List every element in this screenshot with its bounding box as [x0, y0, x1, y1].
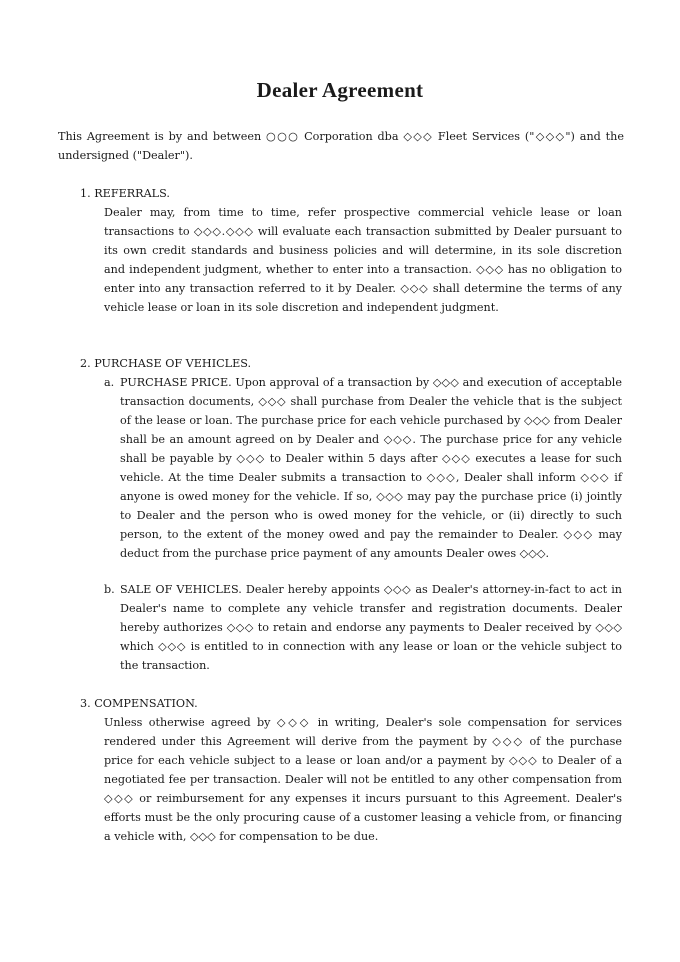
section-heading-purchase-of-vehicles: 2. PURCHASE OF VEHICLES.: [80, 357, 252, 370]
list-item-text: PURCHASE PRICE. Upon approval of a transaction by ◇◇◇ and execution of acceptable transaction documents, ◇◇◇ shall purchase from Dealer the vehicle that is the subject of the lease or loan. The purchase price for each vehicle purchased by ◇◇◇ from Dealer shall be an amount agreed on by Dealer and ◇◇◇. The purchase price for any vehicle shall be payable by ◇◇◇ to Dealer within 5 days after ◇◇◇ executes a lease for such vehicle. At the time Dealer submits a transaction to ◇◇◇, Dealer shall inform ◇◇◇ if anyone is owed money for the vehicle. If so, ◇◇◇ may pay the purchase price (i) jointly to Dealer and the person who is owed money for the vehicle, or (ii) directly to such person, to the extent of the money owed and pay the remainder to Dealer. ◇◇◇ may deduct from the purchase price payment of any amounts Dealer owes ◇◇◇.: [120, 376, 622, 560]
document-title: Dealer Agreement: [256, 78, 424, 102]
list-item-text: SALE OF VEHICLES. Dealer hereby appoints ◇◇◇ as Dealer's attorney-in-fact to act in Dealer's name to complete any vehicle transfer and registration documents. Dealer hereby authorizes ◇◇◇ to retain and endorse any payments to Dealer received by ◇◇◇ which ◇◇◇ is entitled to in connection with any lease or loan or the vehicle subject to the transaction.: [120, 583, 622, 672]
section-body-compensation: Unless otherwise agreed by ◇◇◇ in writing, Dealer's sole compensation for services rendered under this Agreement will derive from the payment by ◇◇◇ of the purchase price for each vehicle subject to a lease or loan and/or a payment by ◇◇◇ to Dealer of a negotiated fee per transaction. Dealer will not be entitled to any other compensation from ◇◇◇ or reimbursement for any expenses it incurs pursuant to this Agreement. Dealer's efforts must be the only procuring cause of a customer leasing a vehicle from, or financing a vehicle with, ◇◇◇ for compensation to be due.: [104, 716, 622, 843]
list-marker: b.: [104, 583, 115, 596]
list-item-purchase-price: [104, 373, 622, 563]
section-heading-referrals: 1. REFERRALS.: [80, 187, 170, 200]
list-marker: a.: [104, 376, 115, 389]
intro-paragraph: This Agreement is by and between ○○○ Corporation dba ◇◇◇ Fleet Services ("◇◇◇") and the undersigned ("Dealer").: [58, 130, 624, 162]
section-heading-compensation: 3. COMPENSATION.: [80, 697, 198, 710]
section-body-referrals: Dealer may, from time to time, refer prospective commercial vehicle lease or loan transactions to ◇◇◇.◇◇◇ will evaluate each transaction submitted by Dealer pursuant to its own credit standards and business policies and will determine, in its sole discretion and independent judgment, whether to enter into a transaction. ◇◇◇ has no obligation to enter into any transaction referred to it by Dealer. ◇◇◇ shall determine the terms of any vehicle lease or loan in its sole discretion and independent judgment.: [104, 206, 622, 314]
list-item-sale-of-vehicles: [104, 580, 622, 675]
